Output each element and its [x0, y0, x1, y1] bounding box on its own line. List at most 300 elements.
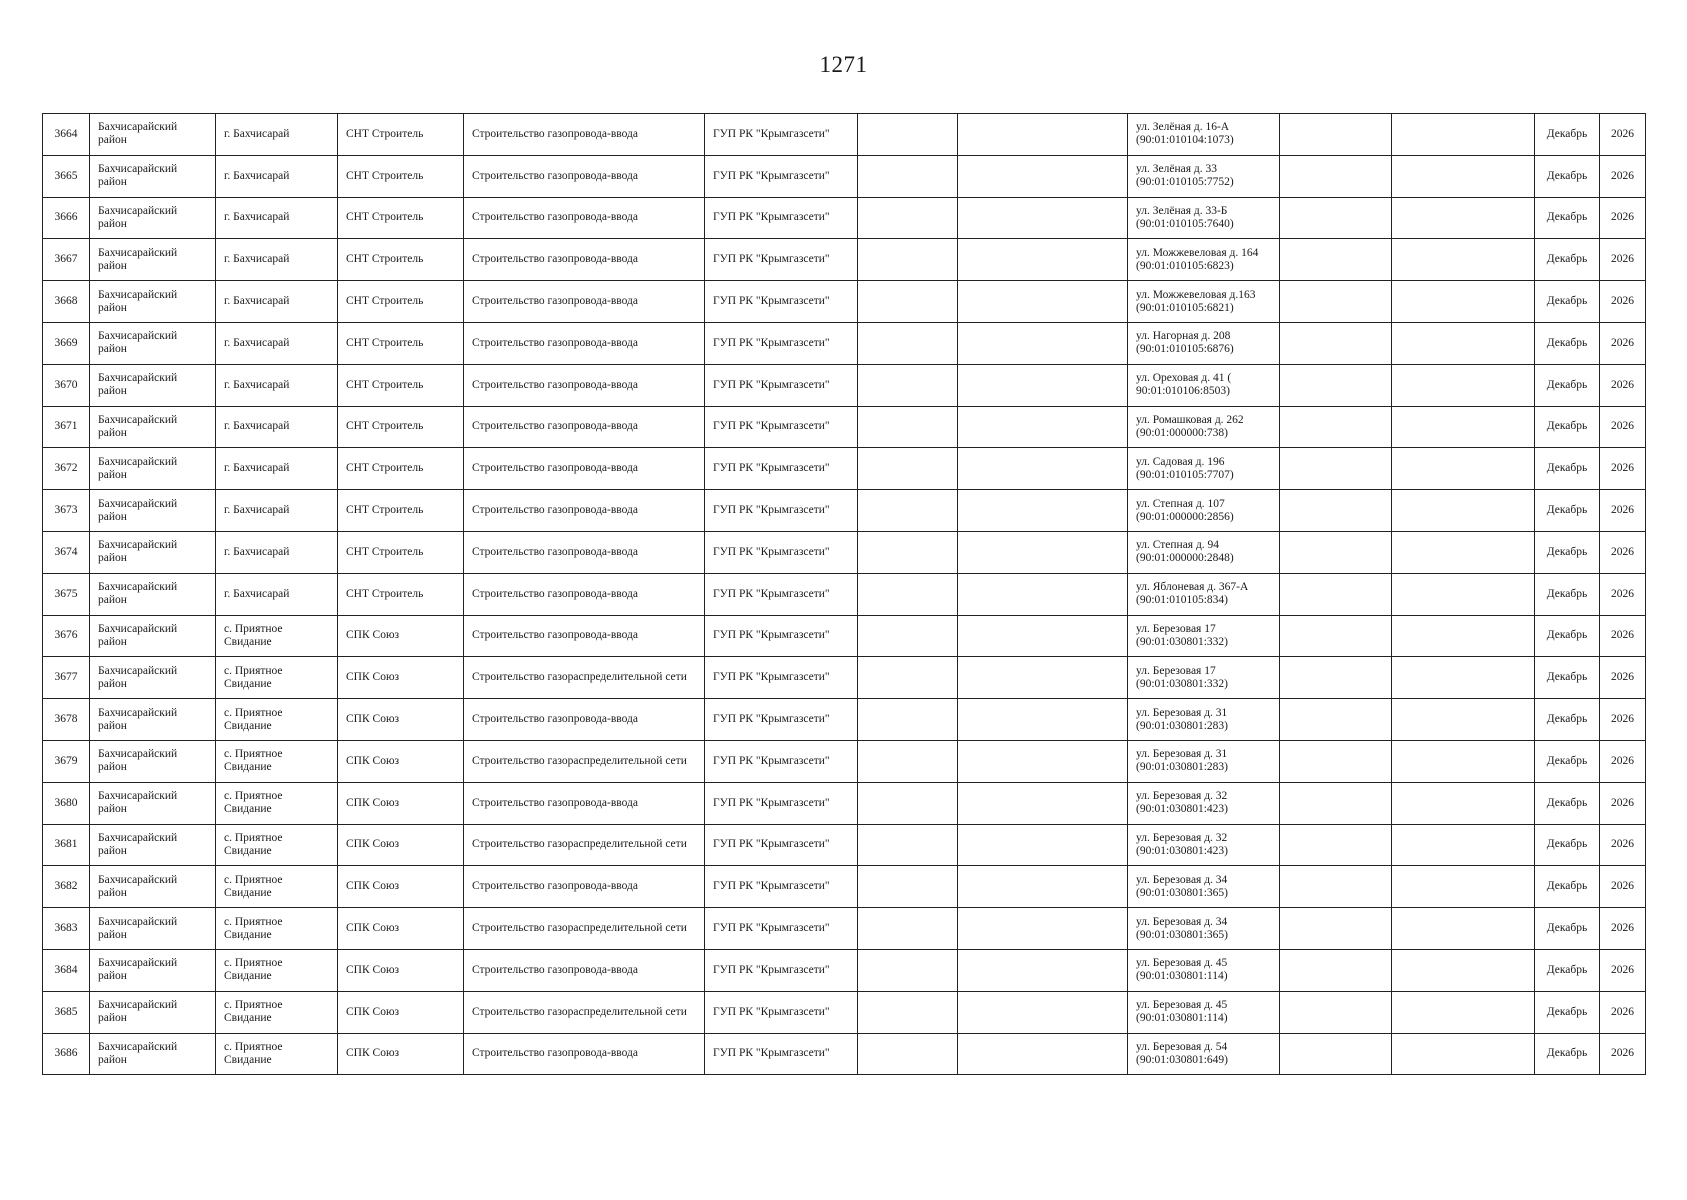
table-row — [43, 448, 1646, 490]
address-cell: ул. Яблоневая д. 367-А (90:01:010105:834) — [1128, 573, 1280, 615]
locality-cell: г. Бахчисарай — [216, 239, 338, 281]
month-cell: Декабрь — [1535, 364, 1600, 406]
month-cell: Декабрь — [1535, 573, 1600, 615]
organization-cell: СПК Союз — [338, 782, 464, 824]
year-cell: 2026 — [1600, 239, 1646, 281]
empty-cell — [1280, 824, 1392, 866]
address-cell: ул. Зелёная д. 16-А (90:01:010104:1073) — [1128, 114, 1280, 156]
organization-cell: СНТ Строитель — [338, 322, 464, 364]
empty-cell — [1392, 490, 1535, 532]
locality-cell: с. Приятное Свидание — [216, 991, 338, 1033]
address-cell: ул. Березовая 17 (90:01:030801:332) — [1128, 615, 1280, 657]
month-cell: Декабрь — [1535, 155, 1600, 197]
empty-cell — [1280, 114, 1392, 156]
empty-cell — [958, 364, 1128, 406]
empty-cell — [858, 782, 958, 824]
organization-cell: СНТ Строитель — [338, 573, 464, 615]
empty-cell — [1280, 699, 1392, 741]
empty-cell — [1392, 197, 1535, 239]
address-cell: ул. Березовая д. 31 (90:01:030801:283) — [1128, 699, 1280, 741]
empty-cell — [858, 991, 958, 1033]
work-type-cell: Строительство газопровода-ввода — [464, 782, 705, 824]
address-cell: ул. Березовая д. 54 (90:01:030801:649) — [1128, 1033, 1280, 1075]
month-cell: Декабрь — [1535, 657, 1600, 699]
empty-cell — [858, 197, 958, 239]
row-number: 3685 — [43, 991, 90, 1033]
contractor-cell: ГУП РК "Крымгазсети" — [705, 448, 858, 490]
locality-cell: с. Приятное Свидание — [216, 615, 338, 657]
empty-cell — [1280, 490, 1392, 532]
contractor-cell: ГУП РК "Крымгазсети" — [705, 740, 858, 782]
row-number: 3680 — [43, 782, 90, 824]
year-cell: 2026 — [1600, 406, 1646, 448]
address-cell: ул. Березовая д. 34 (90:01:030801:365) — [1128, 866, 1280, 908]
year-cell: 2026 — [1600, 197, 1646, 239]
empty-cell — [1392, 782, 1535, 824]
row-number: 3671 — [43, 406, 90, 448]
month-cell: Декабрь — [1535, 866, 1600, 908]
work-type-cell: Строительство газопровода-ввода — [464, 364, 705, 406]
locality-cell: с. Приятное Свидание — [216, 949, 338, 991]
empty-cell — [1392, 615, 1535, 657]
district-cell: Бахчисарайский район — [90, 866, 216, 908]
district-cell: Бахчисарайский район — [90, 114, 216, 156]
organization-cell: СНТ Строитель — [338, 114, 464, 156]
empty-cell — [858, 531, 958, 573]
locality-cell: с. Приятное Свидание — [216, 782, 338, 824]
month-cell: Декабрь — [1535, 699, 1600, 741]
row-number: 3668 — [43, 281, 90, 323]
year-cell: 2026 — [1600, 908, 1646, 950]
empty-cell — [858, 949, 958, 991]
year-cell: 2026 — [1600, 866, 1646, 908]
empty-cell — [1280, 155, 1392, 197]
organization-cell: СПК Союз — [338, 824, 464, 866]
empty-cell — [958, 155, 1128, 197]
work-type-cell: Строительство газопровода-ввода — [464, 406, 705, 448]
work-type-cell: Строительство газопровода-ввода — [464, 448, 705, 490]
year-cell: 2026 — [1600, 490, 1646, 532]
contractor-cell: ГУП РК "Крымгазсети" — [705, 281, 858, 323]
year-cell: 2026 — [1600, 615, 1646, 657]
year-cell: 2026 — [1600, 573, 1646, 615]
month-cell: Декабрь — [1535, 281, 1600, 323]
organization-cell: СНТ Строитель — [338, 490, 464, 532]
empty-cell — [958, 908, 1128, 950]
locality-cell: г. Бахчисарай — [216, 197, 338, 239]
address-cell: ул. Ромашковая д. 262 (90:01:000000:738) — [1128, 406, 1280, 448]
district-cell: Бахчисарайский район — [90, 782, 216, 824]
contractor-cell: ГУП РК "Крымгазсети" — [705, 490, 858, 532]
locality-cell: г. Бахчисарай — [216, 406, 338, 448]
row-number: 3664 — [43, 114, 90, 156]
address-cell: ул. Березовая д. 45 (90:01:030801:114) — [1128, 991, 1280, 1033]
table-body — [43, 114, 1646, 1075]
work-type-cell: Строительство газопровода-ввода — [464, 197, 705, 239]
empty-cell — [1392, 740, 1535, 782]
row-number: 3683 — [43, 908, 90, 950]
empty-cell — [958, 406, 1128, 448]
year-cell: 2026 — [1600, 824, 1646, 866]
empty-cell — [858, 114, 958, 156]
empty-cell — [958, 197, 1128, 239]
empty-cell — [1392, 531, 1535, 573]
locality-cell: с. Приятное Свидание — [216, 866, 338, 908]
row-number: 3673 — [43, 490, 90, 532]
district-cell: Бахчисарайский район — [90, 531, 216, 573]
empty-cell — [858, 364, 958, 406]
empty-cell — [858, 908, 958, 950]
organization-cell: СПК Союз — [338, 1033, 464, 1075]
empty-cell — [1392, 406, 1535, 448]
row-number: 3674 — [43, 531, 90, 573]
month-cell: Декабрь — [1535, 1033, 1600, 1075]
empty-cell — [1392, 991, 1535, 1033]
row-number: 3682 — [43, 866, 90, 908]
month-cell: Декабрь — [1535, 949, 1600, 991]
table-row — [43, 824, 1646, 866]
organization-cell: СНТ Строитель — [338, 239, 464, 281]
table-row — [43, 866, 1646, 908]
empty-cell — [1280, 406, 1392, 448]
month-cell: Декабрь — [1535, 615, 1600, 657]
contractor-cell: ГУП РК "Крымгазсети" — [705, 114, 858, 156]
work-type-cell: Строительство газопровода-ввода — [464, 573, 705, 615]
locality-cell: г. Бахчисарай — [216, 364, 338, 406]
month-cell: Декабрь — [1535, 531, 1600, 573]
district-cell: Бахчисарайский район — [90, 615, 216, 657]
empty-cell — [858, 573, 958, 615]
row-number: 3667 — [43, 239, 90, 281]
month-cell: Декабрь — [1535, 824, 1600, 866]
empty-cell — [1392, 364, 1535, 406]
table-row — [43, 908, 1646, 950]
organization-cell: СНТ Строитель — [338, 531, 464, 573]
contractor-cell: ГУП РК "Крымгазсети" — [705, 322, 858, 364]
year-cell: 2026 — [1600, 531, 1646, 573]
locality-cell: с. Приятное Свидание — [216, 699, 338, 741]
empty-cell — [958, 991, 1128, 1033]
contractor-cell: ГУП РК "Крымгазсети" — [705, 406, 858, 448]
month-cell: Декабрь — [1535, 782, 1600, 824]
month-cell: Декабрь — [1535, 908, 1600, 950]
row-number: 3684 — [43, 949, 90, 991]
empty-cell — [1280, 573, 1392, 615]
table-row — [43, 490, 1646, 532]
locality-cell: с. Приятное Свидание — [216, 740, 338, 782]
row-number: 3677 — [43, 657, 90, 699]
work-type-cell: Строительство газопровода-ввода — [464, 322, 705, 364]
table-row — [43, 239, 1646, 281]
empty-cell — [858, 866, 958, 908]
table-row — [43, 991, 1646, 1033]
year-cell: 2026 — [1600, 949, 1646, 991]
row-number: 3665 — [43, 155, 90, 197]
empty-cell — [1280, 448, 1392, 490]
work-type-cell: Строительство газораспределительной сети — [464, 908, 705, 950]
address-cell: ул. Можжевеловая д. 164 (90:01:010105:6823) — [1128, 239, 1280, 281]
table-row — [43, 364, 1646, 406]
district-cell: Бахчисарайский район — [90, 197, 216, 239]
district-cell: Бахчисарайский район — [90, 490, 216, 532]
work-type-cell: Строительство газопровода-ввода — [464, 531, 705, 573]
contractor-cell: ГУП РК "Крымгазсети" — [705, 239, 858, 281]
district-cell: Бахчисарайский район — [90, 364, 216, 406]
month-cell: Декабрь — [1535, 239, 1600, 281]
month-cell: Декабрь — [1535, 740, 1600, 782]
table-row — [43, 197, 1646, 239]
district-cell: Бахчисарайский район — [90, 448, 216, 490]
table-row — [43, 740, 1646, 782]
year-cell: 2026 — [1600, 364, 1646, 406]
address-cell: ул. Березовая д. 45 (90:01:030801:114) — [1128, 949, 1280, 991]
empty-cell — [858, 155, 958, 197]
organization-cell: СНТ Строитель — [338, 281, 464, 323]
empty-cell — [1280, 531, 1392, 573]
row-number: 3670 — [43, 364, 90, 406]
district-cell: Бахчисарайский район — [90, 573, 216, 615]
empty-cell — [858, 490, 958, 532]
empty-cell — [858, 740, 958, 782]
empty-cell — [1280, 322, 1392, 364]
year-cell: 2026 — [1600, 740, 1646, 782]
district-cell: Бахчисарайский район — [90, 155, 216, 197]
empty-cell — [1280, 740, 1392, 782]
empty-cell — [858, 1033, 958, 1075]
empty-cell — [958, 615, 1128, 657]
empty-cell — [858, 824, 958, 866]
organization-cell: СНТ Строитель — [338, 197, 464, 239]
empty-cell — [1392, 1033, 1535, 1075]
organization-cell: СПК Союз — [338, 740, 464, 782]
empty-cell — [1392, 908, 1535, 950]
empty-cell — [1280, 364, 1392, 406]
organization-cell: СНТ Строитель — [338, 364, 464, 406]
row-number: 3672 — [43, 448, 90, 490]
empty-cell — [1280, 239, 1392, 281]
work-type-cell: Строительство газораспределительной сети — [464, 740, 705, 782]
contractor-cell: ГУП РК "Крымгазсети" — [705, 1033, 858, 1075]
work-type-cell: Строительство газопровода-ввода — [464, 155, 705, 197]
organization-cell: СНТ Строитель — [338, 448, 464, 490]
row-number: 3676 — [43, 615, 90, 657]
table-row — [43, 949, 1646, 991]
contractor-cell: ГУП РК "Крымгазсети" — [705, 991, 858, 1033]
year-cell: 2026 — [1600, 1033, 1646, 1075]
year-cell: 2026 — [1600, 281, 1646, 323]
locality-cell: г. Бахчисарай — [216, 114, 338, 156]
work-type-cell: Строительство газопровода-ввода — [464, 490, 705, 532]
empty-cell — [1392, 573, 1535, 615]
address-cell: ул. Зелёная д. 33-Б (90:01:010105:7640) — [1128, 197, 1280, 239]
locality-cell: г. Бахчисарай — [216, 573, 338, 615]
empty-cell — [858, 281, 958, 323]
table-row — [43, 657, 1646, 699]
month-cell: Декабрь — [1535, 448, 1600, 490]
organization-cell: СПК Союз — [338, 949, 464, 991]
row-number: 3686 — [43, 1033, 90, 1075]
address-cell: ул. Березовая д. 31 (90:01:030801:283) — [1128, 740, 1280, 782]
empty-cell — [958, 824, 1128, 866]
locality-cell: г. Бахчисарай — [216, 490, 338, 532]
empty-cell — [1392, 824, 1535, 866]
contractor-cell: ГУП РК "Крымгазсети" — [705, 824, 858, 866]
address-cell: ул. Степная д. 107 (90:01:000000:2856) — [1128, 490, 1280, 532]
empty-cell — [858, 448, 958, 490]
empty-cell — [958, 281, 1128, 323]
table-row — [43, 281, 1646, 323]
empty-cell — [958, 657, 1128, 699]
organization-cell: СПК Союз — [338, 657, 464, 699]
district-cell: Бахчисарайский район — [90, 322, 216, 364]
locality-cell: с. Приятное Свидание — [216, 657, 338, 699]
table-row — [43, 114, 1646, 156]
year-cell: 2026 — [1600, 322, 1646, 364]
empty-cell — [858, 657, 958, 699]
address-cell: ул. Садовая д. 196 (90:01:010105:7707) — [1128, 448, 1280, 490]
row-number: 3678 — [43, 699, 90, 741]
year-cell: 2026 — [1600, 699, 1646, 741]
locality-cell: г. Бахчисарай — [216, 531, 338, 573]
contractor-cell: ГУП РК "Крымгазсети" — [705, 866, 858, 908]
empty-cell — [1280, 1033, 1392, 1075]
work-type-cell: Строительство газопровода-ввода — [464, 1033, 705, 1075]
contractor-cell: ГУП РК "Крымгазсети" — [705, 657, 858, 699]
empty-cell — [858, 699, 958, 741]
organization-cell: СПК Союз — [338, 908, 464, 950]
work-type-cell: Строительство газопровода-ввода — [464, 239, 705, 281]
contractor-cell: ГУП РК "Крымгазсети" — [705, 908, 858, 950]
empty-cell — [1392, 448, 1535, 490]
address-cell: ул. Березовая 17 (90:01:030801:332) — [1128, 657, 1280, 699]
district-cell: Бахчисарайский район — [90, 991, 216, 1033]
empty-cell — [958, 239, 1128, 281]
month-cell: Декабрь — [1535, 490, 1600, 532]
empty-cell — [1280, 949, 1392, 991]
row-number: 3679 — [43, 740, 90, 782]
work-type-cell: Строительство газопровода-ввода — [464, 699, 705, 741]
locality-cell: г. Бахчисарай — [216, 322, 338, 364]
page-number: 1271 — [819, 52, 868, 77]
table-row — [43, 699, 1646, 741]
locality-cell: г. Бахчисарай — [216, 155, 338, 197]
empty-cell — [1392, 155, 1535, 197]
work-type-cell: Строительство газораспределительной сети — [464, 991, 705, 1033]
work-type-cell: Строительство газораспределительной сети — [464, 824, 705, 866]
table-row — [43, 406, 1646, 448]
district-cell: Бахчисарайский район — [90, 239, 216, 281]
empty-cell — [958, 322, 1128, 364]
locality-cell: с. Приятное Свидание — [216, 908, 338, 950]
contractor-cell: ГУП РК "Крымгазсети" — [705, 573, 858, 615]
table-row — [43, 573, 1646, 615]
contractor-cell: ГУП РК "Крымгазсети" — [705, 155, 858, 197]
district-cell: Бахчисарайский район — [90, 1033, 216, 1075]
year-cell: 2026 — [1600, 155, 1646, 197]
empty-cell — [958, 573, 1128, 615]
district-cell: Бахчисарайский район — [90, 281, 216, 323]
empty-cell — [858, 322, 958, 364]
organization-cell: СПК Союз — [338, 699, 464, 741]
organization-cell: СПК Союз — [338, 991, 464, 1033]
empty-cell — [1392, 866, 1535, 908]
organization-cell: СПК Союз — [338, 615, 464, 657]
locality-cell: с. Приятное Свидание — [216, 1033, 338, 1075]
empty-cell — [958, 699, 1128, 741]
empty-cell — [1392, 281, 1535, 323]
empty-cell — [958, 740, 1128, 782]
work-type-cell: Строительство газопровода-ввода — [464, 615, 705, 657]
table-row — [43, 322, 1646, 364]
row-number: 3669 — [43, 322, 90, 364]
contractor-cell: ГУП РК "Крымгазсети" — [705, 615, 858, 657]
empty-cell — [958, 490, 1128, 532]
table-row — [43, 531, 1646, 573]
empty-cell — [1280, 908, 1392, 950]
district-cell: Бахчисарайский район — [90, 740, 216, 782]
empty-cell — [1392, 239, 1535, 281]
empty-cell — [958, 531, 1128, 573]
gasification-schedule-table — [42, 113, 1646, 1075]
year-cell: 2026 — [1600, 448, 1646, 490]
empty-cell — [1392, 949, 1535, 991]
row-number: 3666 — [43, 197, 90, 239]
work-type-cell: Строительство газопровода-ввода — [464, 114, 705, 156]
district-cell: Бахчисарайский район — [90, 908, 216, 950]
organization-cell: СПК Союз — [338, 866, 464, 908]
district-cell: Бахчисарайский район — [90, 657, 216, 699]
contractor-cell: ГУП РК "Крымгазсети" — [705, 531, 858, 573]
work-type-cell: Строительство газопровода-ввода — [464, 949, 705, 991]
address-cell: ул. Нагорная д. 208 (90:01:010105:6876) — [1128, 322, 1280, 364]
district-cell: Бахчисарайский район — [90, 949, 216, 991]
contractor-cell: ГУП РК "Крымгазсети" — [705, 197, 858, 239]
month-cell: Декабрь — [1535, 114, 1600, 156]
contractor-cell: ГУП РК "Крымгазсети" — [705, 782, 858, 824]
empty-cell — [1280, 782, 1392, 824]
empty-cell — [958, 448, 1128, 490]
locality-cell: с. Приятное Свидание — [216, 824, 338, 866]
empty-cell — [1280, 197, 1392, 239]
empty-cell — [858, 615, 958, 657]
district-cell: Бахчисарайский район — [90, 406, 216, 448]
empty-cell — [1280, 281, 1392, 323]
address-cell: ул. Можжевеловая д.163 (90:01:010105:6821) — [1128, 281, 1280, 323]
table-row — [43, 615, 1646, 657]
locality-cell: г. Бахчисарай — [216, 448, 338, 490]
empty-cell — [858, 406, 958, 448]
address-cell: ул. Степная д. 94 (90:01:000000:2848) — [1128, 531, 1280, 573]
empty-cell — [1392, 322, 1535, 364]
district-cell: Бахчисарайский район — [90, 824, 216, 866]
table-row — [43, 155, 1646, 197]
month-cell: Декабрь — [1535, 991, 1600, 1033]
year-cell: 2026 — [1600, 657, 1646, 699]
work-type-cell: Строительство газораспределительной сети — [464, 657, 705, 699]
contractor-cell: ГУП РК "Крымгазсети" — [705, 364, 858, 406]
organization-cell: СНТ Строитель — [338, 155, 464, 197]
empty-cell — [858, 239, 958, 281]
empty-cell — [958, 782, 1128, 824]
organization-cell: СНТ Строитель — [338, 406, 464, 448]
row-number: 3681 — [43, 824, 90, 866]
year-cell: 2026 — [1600, 991, 1646, 1033]
month-cell: Декабрь — [1535, 322, 1600, 364]
locality-cell: г. Бахчисарай — [216, 281, 338, 323]
empty-cell — [1392, 114, 1535, 156]
empty-cell — [1392, 699, 1535, 741]
empty-cell — [958, 949, 1128, 991]
